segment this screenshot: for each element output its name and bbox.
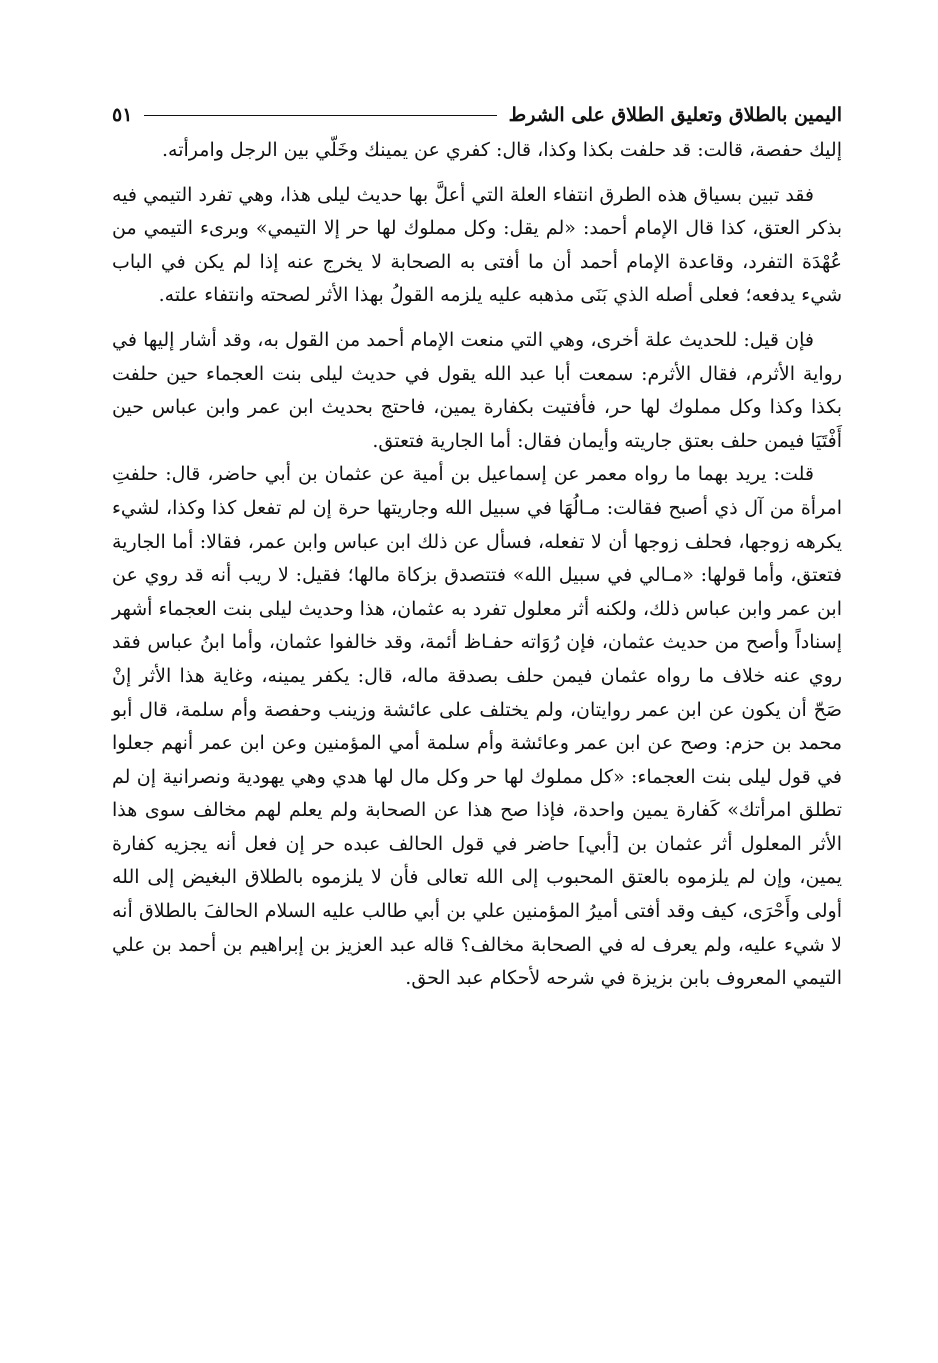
- paragraph: فقد تبين بسياق هذه الطرق انتفاء العلة التي أعلَّ بها حديث ليلى هذا، وهي تفرد التيمي فيه بذكر العتق، كذا قال الإمام أحمد: «لم يقل: وكل مملوك لها حر إلا التيمي» وبرىء التيمي من عُهْدَة التفرد، وقاعدة الإمام أحمد أن ما أفتى به الصحابة لا يخرج عنه إذا لم يكن في الباب شيء يدفعه؛ فعلى أصله الذي بَنَى مذهبه عليه يلزمه القولُ بهذا الأثر لصحته وانتفاء علته.: [112, 183, 842, 307]
- paragraph: إليك حفصة، قالت: قد حلفت بكذا وكذا، قال: كفري عن يمينك وخَلّي بين الرجل وامرأته.: [161, 139, 842, 161]
- header-rule: [144, 115, 496, 116]
- paragraph: فإن قيل: للحديث علة أخرى، وهي التي منعت الإمام أحمد من القول به، وقد أشار إليها في رواية الأثرم، فقال الأثرم: سمعت أبا عبد الله يقول في حديث ليلى بنت العجماء حين حلفت بكذا وكذا وكل مملوك لها حر، فأفتيت بكفارة يمين، فاحتج بحديث ابن عمر وابن عباس حين أَفْتَيَا فيمن حلف بعتق جاريته وأيمان فقال: أما الجارية فتعتق.: [112, 328, 842, 452]
- page-number: ٥١: [112, 104, 133, 126]
- book-page: [112, 98, 842, 996]
- paragraph: قلت: يريد بهما ما رواه معمر عن إسماعيل بن أمية عن عثمان بن أبي حاضر، قال: حلفتِ امرأة من آل ذي أصبح فقالت: مـالُهَا في سبيل الله وجاريتها حرة إن لم تفعل كذا وكذا، لشيء يكرهه زوجها، فحلف زوجها أن لا تفعله، فسأل عن ذلك ابن عباس وابن عمر، فقالا: أما الجارية فتعتق، وأما قولها: «مـالي في سبيل الله» فتتصدق بزكاة مالها؛ فقيل: لا ريب أنه قد روي عن ابن عمر وابن عباس ذلك، ولكنه أثر معلول تفرد به عثمان، هذا وحديث ليلى بنت العجماء أشهر إسناداً وأصح من حديث عثمان، فإن رُوَاته حفـاظ أئمة، وقد خالفوا عثمان، وأما ابنُ عباس فقد روي عنه خلاف ما رواه عثمان فيمن حلف بصدقة ماله، قال: يكفر يمينه، وغاية هذا الأثر إنْ صَحّ أن يكون عن ابن عمر روايتان، ولم يختلف على عائشة وزينب وحفصة وأم سلمة، قال أبو محمد بن حزم: وصح عن ابن عمر وعائشة وأم سلمة أمي المؤمنين وعن ابن عمر أنهم جعلوا في قول ليلى بنت العجماء: «كل مملوك لها حر وكل مال لها هدي وهي يهودية ونصرانية إن لم تطلق امرأتك» كَفارة يمين واحدة، فإذا صح هذا عن الصحابة ولم يعلم لهم مخالف سوى هذا الأثر المعلول أثر عثمان بن [أبي] حاضر في قول الحالف عبده حر إن فعل أنه يجزيه كفارة يمين، وإن لم يلزموه بالعتق المحبوب إلى الله تعالى فأن لا يلزموه بالطلاق البغيض إلى الله أولى وأَحْرَى، كيف وقد أفتى أميرُ المؤمنين علي بن أبي طالب عليه السلام الحالفَ بالطلاق أنه لا شيء عليه، ولم يعرف له في الصحابة مخالف؟ قاله عبد العزيز بن إبراهيم بن أحمد بن علي التيمي المعروف بابن بزيزة في شرحه لأحكام عبد الحق.: [112, 463, 842, 990]
- body-text: [112, 134, 842, 996]
- running-header: [112, 98, 842, 132]
- running-title: اليمين بالطلاق وتعليق الطلاق على الشرط: [508, 104, 842, 126]
